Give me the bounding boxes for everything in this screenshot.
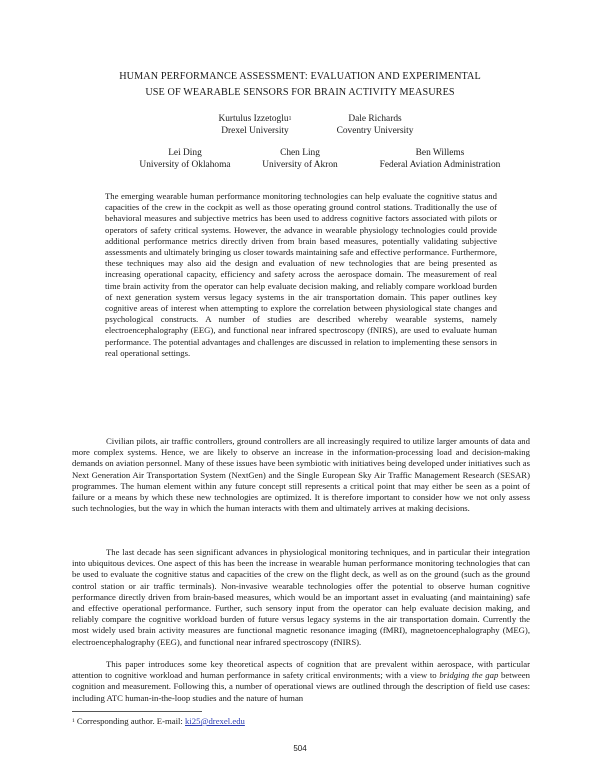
author-name: Chen Ling bbox=[280, 148, 320, 158]
body-paragraph-1: Civilian pilots, air traffic controllers, ground controllers are all increasingly required to utilize larger amounts of data and more complex systems. Hence, we are likely to observe an increase in the information-processing load and decision-making demands on aviation personnel. Many of these issues have been symbiotic with initiatives being developed under initiatives such as Next Generation Air Transportation System (NextGen) and the Single European Sky Air Traffic Management Research (SESAR) programmes. The human element within any future concept still represents a critical point that may either be seen as a point of failure or a means by which these new technologies are optimized. It is therefore important to consider how we not only assess such technologies, but the way in which the human interacts with them and ultimately arrives at making decisions. bbox=[72, 436, 530, 514]
author-name: Dale Richards bbox=[348, 114, 402, 124]
footnote-mark: 1 bbox=[72, 718, 75, 724]
paper-title bbox=[70, 69, 530, 101]
author-richards bbox=[300, 113, 450, 137]
footnote-email-link[interactable]: ki25@drexel.edu bbox=[185, 716, 245, 726]
author-affiliation: University of Oklahoma bbox=[139, 160, 231, 170]
title-line-2: USE OF WEARABLE SENSORS FOR BRAIN ACTIVITY MEASURES bbox=[145, 87, 455, 98]
footnote-text: Corresponding author. E-mail: bbox=[74, 716, 186, 726]
page-number: 504 bbox=[293, 744, 307, 753]
author-footnote-mark: 1 bbox=[288, 116, 292, 122]
paragraph-text: This paper introduces some key theoretical aspects of cognition that are prevalent within aerospace, with particular attention to cognitive workload and human performance in safety critical environments; with a view to bbox=[72, 659, 530, 681]
title-line-1: HUMAN PERFORMANCE ASSESSMENT: EVALUATION AND EXPERIMENTAL bbox=[119, 71, 481, 82]
paragraph-text: between cognition and measurement. Following this, a number of operational views are outlined through the description of field use cases: including ATC human-in-the-loop studies and the nature of human bbox=[72, 670, 530, 703]
author-affiliation: University of Akron bbox=[262, 160, 338, 170]
author-affiliation: Coventry University bbox=[336, 126, 414, 136]
body-paragraph-3 bbox=[72, 659, 530, 704]
author-name: Kurtulus Izzetoglu bbox=[218, 114, 289, 124]
author-willems bbox=[345, 147, 535, 171]
footnote bbox=[72, 716, 245, 727]
author-name: Ben Willems bbox=[415, 148, 465, 158]
paragraph-emphasis: bridging the gap bbox=[439, 670, 499, 681]
body-paragraph-2: The last decade has seen significant advances in physiological monitoring techniques, and in particular their integration into ubiquitous devices. One aspect of this has been the increase in wearable human performance monitoring technologies that can be used to evaluate the cognitive status and capacities of the crew on the flight deck, as well as on the ground (such as the ground control station or air traffic terminals). Non-invasive wearable technologies offer the potential to observe human cognitive performance directly driven from brain-based measures, which would be an important asset in evaluating (and maintaining) safe and effective operational performance. Further, such sensory input from the operator can help evaluate decision making, and reliably compare the cognitive workload burden of future versus legacy systems in the air transportation domain. Currently the most widely used brain activity measures are functional magnetic resonance imaging (fMRI), magnetoencephalography (MEG), electroencephalography (EEG), and functional near infrared spectroscopy (fNIRS). bbox=[72, 547, 530, 647]
author-name: Lei Ding bbox=[168, 148, 202, 158]
footnote-divider bbox=[72, 711, 202, 712]
author-affiliation: Federal Aviation Administration bbox=[379, 160, 501, 170]
abstract: The emerging wearable human performance monitoring technologies can help evaluate the cognitive status and capacities of the crew in the cockpit as well as those operating ground control stations. Traditionally the use of behavioral measures and subjective metrics has been used to address cognitive factors associated with pilots or operators of safety critical systems. However, the advance in wearable physiology technologies could provide additional performance metrics directly driven from brain based measures, potentially validating subjective assessments and ultimately bringing us closer towards maintaining safe and effective performance. Furthermore, these techniques may also aid the design and evaluation of new technologies that are being presented as increasing operational capacity, efficiency and safety across the aerospace domain. The measurement of real time brain activity from the operator can help evaluate decision making, and reliably compare workload burden of next generation system versus legacy systems in the air transportation domain. This paper outlines key cognitive areas of interest when attempting to explore the correlation between physiological state changes and psychological constructs. A number of studies are described whereby wearable systems, namely electroencephalography (EEG), and functional near infrared spectroscopy (fNIRS), are used to evaluate human performance. The potential advantages and challenges are discussed in relation to implementing these sensors in real operational settings. bbox=[105, 191, 497, 358]
author-affiliation: Drexel University bbox=[221, 126, 289, 136]
